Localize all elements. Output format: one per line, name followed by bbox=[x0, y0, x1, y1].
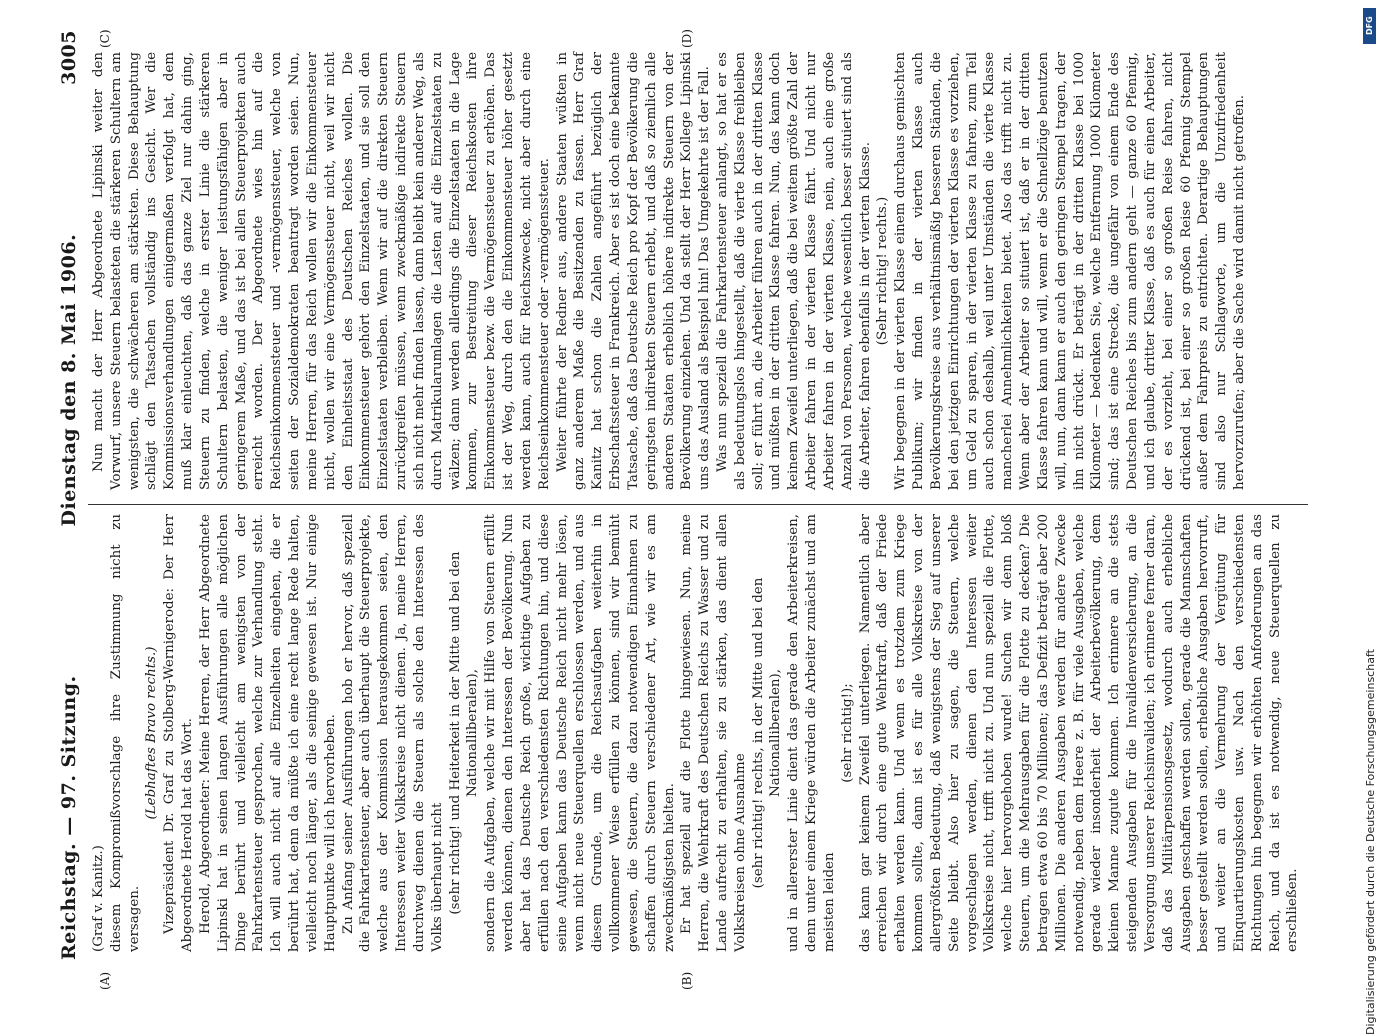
page-number: 3005 bbox=[58, 30, 80, 85]
right-column bbox=[90, 52, 1249, 490]
header-left: Reichstag. — 97. Sitzung. bbox=[58, 675, 80, 960]
paragraph: diesem Kompromißvorschlage ihre Zustimmung nicht zu versagen. bbox=[108, 514, 142, 952]
margin-mark-d: (D) bbox=[680, 29, 694, 48]
paragraph: (sehr richtig! rechts, in der Mitte und bei den Nationalliberalen), bbox=[750, 577, 784, 889]
header-date: Dienstag den 8. Mai 1906. bbox=[58, 233, 80, 527]
paragraph: das kann gar keinem Zweifel unterliegen. Namentlich aber erreichen wir durch eine gute Wehrkraft, daß der Friede erhalten werden kann. Und wenn es trotzdem zum Kriege kommen sollte, dann ist es für alle Volkskreise von der allergrößten Bedeutung, daß wenigstens der Sieg auf unserer Seite bleibt. Also hier zu sagen, die Steuern, welche vorgeschlagen werden, dienen den Interessen weiter Volkskreise nicht, trifft nicht zu. Und nun speziell die Flotte, welche hier hervorgehoben wurde! Suchen wir denn bloß Steuern, um die Mehrausgaben für die Flotte zu decken? Die betragen etwa 60 bis 70 Millionen; das Defizit beträgt aber 200 Millionen. Die anderen Ausgaben werden für andere Zwecke notwendig, neben dem Heere z. B. für viele Ausgaben, welche gerade wieder insonderheit der Arbeiterbevölkerung, dem kleinen Manne zugute kommen. Ich erinnere an die stets steigenden Ausgaben für die Invalidenversicherung, an die Versorgung unserer Reichsinvaliden; ich erinnere ferner daran, daß das Militärpensionsgesetz, wodurch auch erhebliche Ausgaben geschaffen werden sollen, gerade die Mannschaften besser gestellt werden sollen, erhebliche Ausgaben hervorruft, und weiter an die Vermehrung der Vergütung für Einquartierungskosten usw. Nach den verschiedensten Richtungen hin begegnen wir erhöhten Anforderungen an das Reich, und da ist es notwendig, neue Steuerquellen zu erschließen. bbox=[857, 514, 1301, 952]
paragraph: (Sehr richtig! rechts.) bbox=[875, 196, 891, 346]
left-column bbox=[90, 514, 1302, 952]
paragraph: Er hat speziell auf die Flotte hingewiesen. Nun, meine Herren, die Wehrkraft des Deutschen Reichs zu Wasser und zu Lande aufrecht zu erhalten, sie zu stärken, das dient allen Volkskreisen ohne Ausnahme bbox=[679, 514, 748, 952]
document-page bbox=[40, 29, 1320, 990]
paragraph: (sehr richtig! und Heiterkeit in der Mitte und bei den Nationalliberalen), bbox=[447, 551, 481, 915]
paragraph: (sehr richtig!); bbox=[839, 683, 855, 783]
column-divider bbox=[88, 504, 1308, 505]
paragraph: (Graf v. Kanitz.) bbox=[91, 845, 106, 952]
paragraph: Herold, Abgeordneter: Meine Herren, der Herr Abgeordnete Lipinski hat in seinen langen Ausführungen alle möglichen Dinge berührt und vielleicht am wenigsten von der Fahrkartensteuer gesprochen, welche zur Verhandlung steht. Ich will auch nicht auf alle Einzelheiten eingehen, die er berührt hat, denn da müßte ich eine recht lange Rede halten, vielleicht noch länger, als die seinige gewesen ist. Nur einige Hauptpunkte will ich hervorheben. bbox=[197, 514, 338, 952]
dfg-logo: DFG bbox=[1363, 8, 1376, 44]
paragraph: (Lebhaftes Bravo rechts.) bbox=[144, 646, 160, 820]
margin-mark-c: (C) bbox=[98, 29, 112, 48]
paragraph: Zu Anfang seiner Ausführungen hob er hervor, daß speziell die Fahrkartensteuer, aber auch überhaupt die Steuerprojekte, welche aus der Kommission herausgekommen seien, den Interessen weiter Volkskreise nicht dienen. Ja, meine Herren, durchweg dienen die Steuern als solche den Interessen des Volks überhaupt nicht bbox=[340, 514, 445, 952]
page-header bbox=[40, 30, 80, 960]
paragraph: sondern die Aufgaben, welche wir mit Hilfe von Steuern erfüllt werden können, dienen den Interessen der Bevölkerung. Nun aber hat das Deutsche Reich große, wichtige Aufgaben zu erfüllen nach den verschiedensten Richtungen hin, und diese seine Aufgaben kann das Deutsche Reich nicht mehr lösen, wenn nicht neue Steuerquellen erschlossen werden, und aus diesem Grunde, um die Reichsaufgaben weiterhin in vollkommener Weise erfüllen zu können, sind wir bemüht gewesen, die Steuern, die dazu notwendigen Einnahmen zu schaffen durch Steuern verschiedener Art, wie wir es am zweckmäßigsten hielten. bbox=[483, 514, 677, 952]
digitization-credit: Digitalisierung gefördert durch die Deutsche Forschungsgemeinschaft bbox=[1364, 649, 1377, 1035]
paragraph: Nun macht der Herr Abgeordnete Lipinski weiter den Vorwurf, unsere Steuern belasteten die stärkeren Schultern am wenigsten, die schwächeren am stärksten. Diese Behauptung schlägt den Tatsachen vollständig ins Gesicht. Wer die Kommissionsverhandlungen einigermaßen verfolgt hat, dem muß klar einleuchten, daß das ganze Ziel nur dahin ging, Steuern zu finden, welche in erster Linie die stärkeren Schultern belasten, die weniger leistungsfähigen aber in geringerem Maße, und das ist bei allen Steuerprojekten auch erreicht worden. Der Abgeordnete wies hin auf die Reichseinkommensteuer und -vermögenssteuer, welche von seiten der Sozialdemokraten beantragt worden seien. Nun, meine Herren, für das Reich wollen wir die Einkommensteuer nicht, wollen wir eine Vermögenssteuer nicht, weil wir nicht den Einheitsstaat des Deutschen Reiches wollen. Die Einkommensteuer gehört den Einzelstaaten, und sie soll den Einzelstaaten verbleiben. Wenn wir auf die direkten Steuern zurückgreifen müssen, wenn zweckmäßige indirekte Steuern sich nicht mehr finden lassen, dann bleibt kein anderer Weg, als durch Matrikularumlagen die Lasten auf die Einzelstaaten zu wälzen; dann werden allerdings die Einzelstaaten in die Lage kommen, zur Bestreitung dieser Reichskosten ihre Einkommensteuer bezw. die Vermögenssteuer zu erhöhen. Das ist der Weg, durch den die Einkommensteuer höher gesetzt werden kann, auch für Reichszwecke, nicht aber durch eine Reichseinkommensteuer oder -vermögenssteuer. bbox=[91, 52, 552, 490]
paragraph: Was nun speziell die Fahrkartensteuer anlangt, so hat er es als bedeutungslos hingestellt, daß die vierte Klasse freibleiben soll; er führt an, die Arbeiter führen auch in der dritten Klasse und müßten in der dritten Klasse fahren. Nun, das kann doch keinem Zweifel unterliegen, daß die bei weitem größte Zahl der Arbeiter fahren in der vierten Klasse fährt. Und nicht nur Arbeiter fahren in der vierten Klasse, nein, auch eine große Anzahl von Personen, welche wesentlich besser situiert sind als die Arbeiter, fahren ebenfalls in der vierten Klasse. bbox=[714, 52, 873, 490]
margin-mark-a: (A) bbox=[98, 971, 112, 990]
paragraph: und in allererster Linie dient das gerade den Arbeiterkreisen, denn unter einem Kriege würden die Arbeiter zunächst und am meisten leiden bbox=[786, 514, 837, 952]
paragraph: Vizepräsident Dr. Graf zu Stolberg-Wernigerode: Der Herr Abgeordnete Herold hat das Wort. bbox=[162, 514, 196, 952]
paragraph: Wir begegnen in der vierten Klasse einem durchaus gemischten Publikum; wir finden in der vierten Klasse auch Bevölkerungskreise aus verhältnismäßig besseren Ständen, die bei den jetzigen Einrichtungen der vierten Klasse es vorziehen, um Geld zu sparen, in der vierten Klasse zu fahren, zum Teil auch schon deshalb, weil unter Umständen die vierte Klasse mancherlei Annehmlichkeiten bietet. Also das trifft nicht zu. Wenn aber der Arbeiter so situiert ist, daß er in der dritten Klasse fahren kann und will, wenn er die Schnellzüge benutzen will, nun, dann kann er auch den geringen Stempel tragen, der ihn nicht drückt. Er beträgt in der dritten Klasse bei 1000 Kilometer — bedenken Sie, welche Entfernung 1000 Kilometer sind; das ist eine Strecke, die ungefähr von einem Ende des Deutschen Reiches bis zum andern geht — ganze 60 Pfennig, und ich glaube, dritter Klasse, daß es auch für einen Arbeiter, der es vorzieht, bei einer so großen Reise fahren, nicht drückend ist, bei einer so großen Reise 60 Pfennig Stempel außer dem Fahrpreis zu entrichten. Derartige Behauptungen sind also nur Schlagworte, um die Unzufriedenheit hervorzurufen; aber die Sache wird damit nicht getroffen. bbox=[893, 52, 1247, 490]
paragraph: Weiter führte der Redner aus, andere Staaten wüßten in ganz anderem Maße die Besitzenden zu fassen. Herr Graf Kanitz hat schon die Zahlen angeführt bezüglich der Erbschaftssteuer in Frankreich. Aber es ist doch eine bekannte Tatsache, daß das Deutsche Reich pro Kopf der Bevölkerung die geringsten indirekten Steuern erhebt, und daß so ziemlich alle anderen Staaten erheblich höhere indirekte Steuern von der Bevölkerung einziehen. Und da stellt der Herr Kollege Lipinski uns das Ausland als Beispiel hin! Das Umgekehrte ist der Fall. bbox=[554, 52, 713, 490]
margin-mark-b: (B) bbox=[680, 971, 694, 990]
